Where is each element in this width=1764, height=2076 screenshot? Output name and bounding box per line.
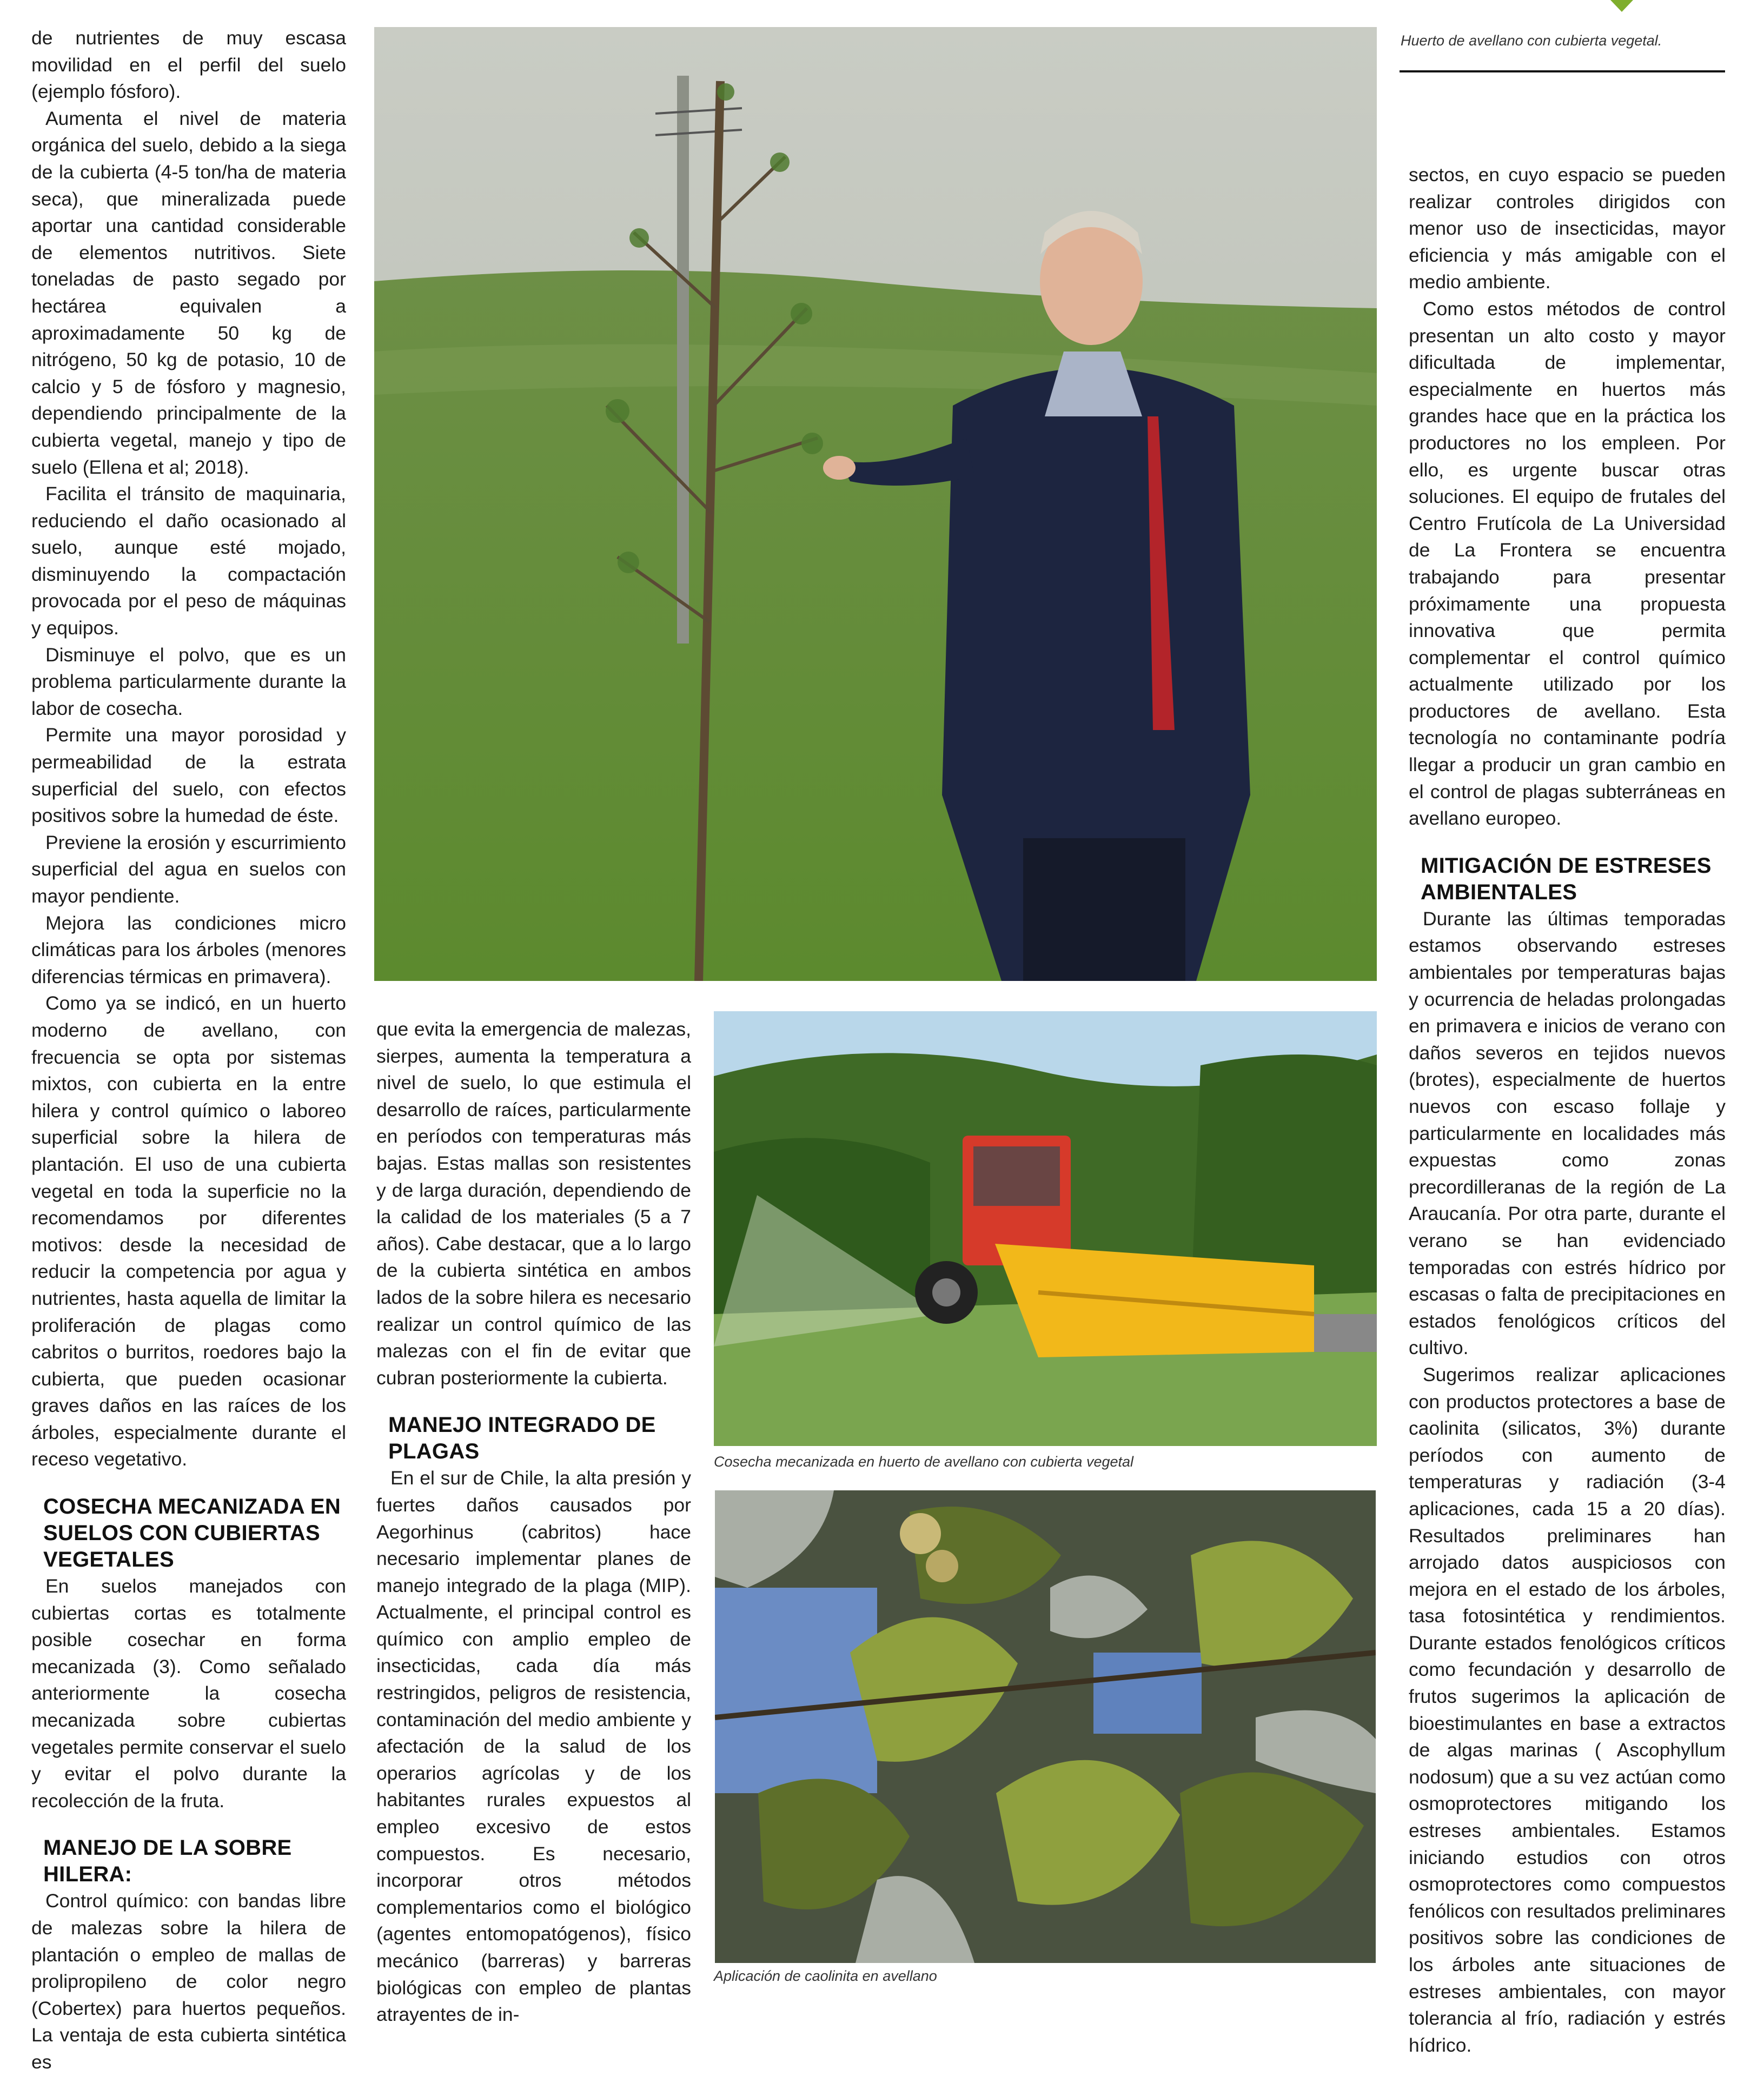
photo-mechanized-harvest (714, 1011, 1377, 1446)
paragraph: Control químico: con bandas libre de malezas sobre la hilera de plantación o empleo de mallas de prolipropileno de color negro (Cobertex) para huertos pequeños. La ventaja de esta cubierta sintética es (31, 1890, 346, 2073)
photo-caption: Cosecha mecanizada en huerto de avellano con cubierta vegetal (714, 1454, 1134, 1470)
paragraph: Como estos métodos de control presentan un alto costo y mayor dificultada de implementar, especialmente en huertos más grandes hace que en la práctica los productores no los empleen. Por ello, es urgente buscar otras soluciones. El equipo de frutales del Centro Frutícola de La Universidad de La Frontera se encuentra trabajando para presentar próximamente una propuesta innovativa que permita complementar el control químico actualmente utilizado por los productores de avellano. Esta tecnología no contaminante podría llegar a producir un gran cambio en el control de plagas subterráneas en avellano europeo. (1409, 297, 1726, 830)
column-4 (1409, 162, 1726, 2059)
column-1 (31, 25, 346, 2076)
corner-triangle-icon (1610, 0, 1633, 12)
divider (1400, 70, 1725, 72)
section-heading: MANEJO DE LA SOBRE HILERA: (43, 1836, 292, 1887)
paragraph: En el sur de Chile, la alta presión y fuertes daños causados por Aegorhinus (cabritos) hace necesario implementar planes de manejo integrado de la plaga (MIP). Actualmente, el principal control es químico con amplio empleo de insecticidas, cada día más restringidos, peligros de resistencia, contaminación del medio ambiente y afectación de la salud de los operarios agrícolas y de los habitantes rurales expuestos al empleo excesivo de estos compuestos. Es necesario, incorporar otros métodos complementarios como el biológico (agentes entomopatógenos), físico mecánico (barreras) y barreras biológicas con empleo de plantas atrayentes de in- (376, 1467, 691, 2026)
section-heading: COSECHA MECANIZADA EN SUELOS CON CUBIERTAS VEGETALES (43, 1495, 341, 1572)
paragraph: que evita la emergencia de malezas, sierpes, aumenta la temperatura a nivel de suelo, lo que estimula el desarrollo de raíces, particularmente en períodos con temperaturas más bajas. Estas mallas son resistentes y de larga duración, dependiendo de la calidad de los materiales (5 a 7 años). Cabe destacar, que a lo largo de la cubierta sintética en ambos lados de la sobre hilera es necesario realizar un control químico de las malezas con el fin de evitar que cubran posteriormente la cubierta. (376, 1018, 691, 1389)
paragraph: En suelos manejados con cubiertas cortas es totalmente posible cosechar en forma mecanizada (3). Como señalado anteriormente la cosecha mecanizada sobre cubiertas vegetales permite conservar el suelo y evitar el polvo durante la recolección de la fruta. (31, 1575, 346, 1812)
paragraph: Mejora las condiciones micro climáticas para los árboles (menores diferencias térmicas en primavera). (31, 912, 346, 987)
paragraph: Aumenta el nivel de materia orgánica del suelo, debido a la siega de la cubierta (4-5 ton/ha de materia seca), que mineralizada puede aportar una cantidad considerable de elementos nutritivos. Siete toneladas de pasto segado por hectárea equivalen a aproximadamente 50 kg de nitrógeno, 50 kg de potasio, 10 de calcio y 5 de fósforo y magnesio, dependiendo principalmente de la cubierta vegetal, manejo y tipo de suelo (Ellena et al; 2018). (31, 107, 346, 478)
photo-hazelnut-orchard-man (374, 27, 1377, 981)
paragraph: Permite una mayor porosidad y permeabilidad de la estrata superficial del suelo, con efectos positivos sobre la humedad de éste. (31, 724, 346, 827)
photo-caption: Aplicación de caolinita en avellano (714, 1968, 937, 1984)
paragraph: Disminuye el polvo, que es un problema particularmente durante la labor de cosecha. (31, 644, 346, 719)
paragraph: Facilita el tránsito de maquinaria, reduciendo el daño ocasionado al suelo, aunque esté mojado, disminuyendo la compactación provocada por el peso de máquinas y equipos. (31, 483, 346, 639)
column-2 (376, 1016, 691, 2028)
paragraph: Como ya se indicó, en un huerto moderno de avellano, con frecuencia se opta por sistemas mixtos, con cubierta en la entre hilera y control químico o laboreo superficial sobre la hilera de plantación. El uso de una cubierta vegetal en toda la superficie no la recomendamos por diferentes motivos: desde la necesidad de reducir la competencia por agua y nutrientes, hasta aquella de limitar la proliferación de plagas como cabritos o burritos, roedores bajo la cubierta, que pueden ocasionar graves daños en las raíces de los árboles, especialmente durante el receso vegetativo. (31, 992, 346, 1470)
section-heading: MITIGACIÓN DE ESTRESES AMBIENTALES (1421, 853, 1712, 904)
photo-caption: Huerto de avellano con cubierta vegetal. (1401, 32, 1662, 49)
paragraph: Previene la erosión y escurrimiento superficial del agua en suelos con mayor pendiente. (31, 831, 346, 907)
photo-kaolin-leaves (715, 1490, 1376, 1963)
paragraph: Sugerimos realizar aplicaciones con productos protectores a base de caolinita (silicatos, 3%) durante períodos con aumento de temperaturas y radiación (3-4 aplicaciones, cada 15 a 20 días). Resultados preliminares han arrojado datos auspiciosos con mejora en el estado de los árboles, tasa fotosintética y rendimientos. Durante estados fenológicos críticos como fecundación y desarrollo de frutos sugerimos la aplicación de bioestimulantes en base a extractos de algas marinas ( Ascophyllum nodosum) que a su vez actúan como osmoprotectores mitigando los estreses ambientales. Estamos iniciando estudios con otros osmoprotectores como compuestos fenólicos con resultados preliminares positivos sobre las condiciones de los árboles ante situaciones de estreses ambientales, con mayor tolerancia al frío, radiación y estrés hídrico. (1409, 1363, 1726, 2056)
paragraph: sectos, en cuyo espacio se pueden realizar controles dirigidos con menor uso de insecticidas, mayor eficiencia y más amigable con el medio ambiente. (1409, 164, 1726, 293)
section-heading: MANEJO INTEGRADO DE PLAGAS (388, 1413, 656, 1464)
paragraph: Durante las últimas temporadas estamos observando estreses ambientales por temperaturas bajas y ocurrencia de heladas prolongadas en primavera e inicios de verano con daños severos en tejidos nuevos (brotes), especialmente de huertos nuevos con escaso follaje y particularmente en localidades más expuestas como zonas precordilleranas de la región de La Araucanía. Por otra parte, durante el verano se han evidenciado temporadas con estrés hídrico por escasas o falta de precipitaciones en estados fenológicos críticos del cultivo. (1409, 907, 1726, 1359)
paragraph: de nutrientes de muy escasa movilidad en el perfil del suelo (ejemplo fósforo). (31, 27, 346, 103)
